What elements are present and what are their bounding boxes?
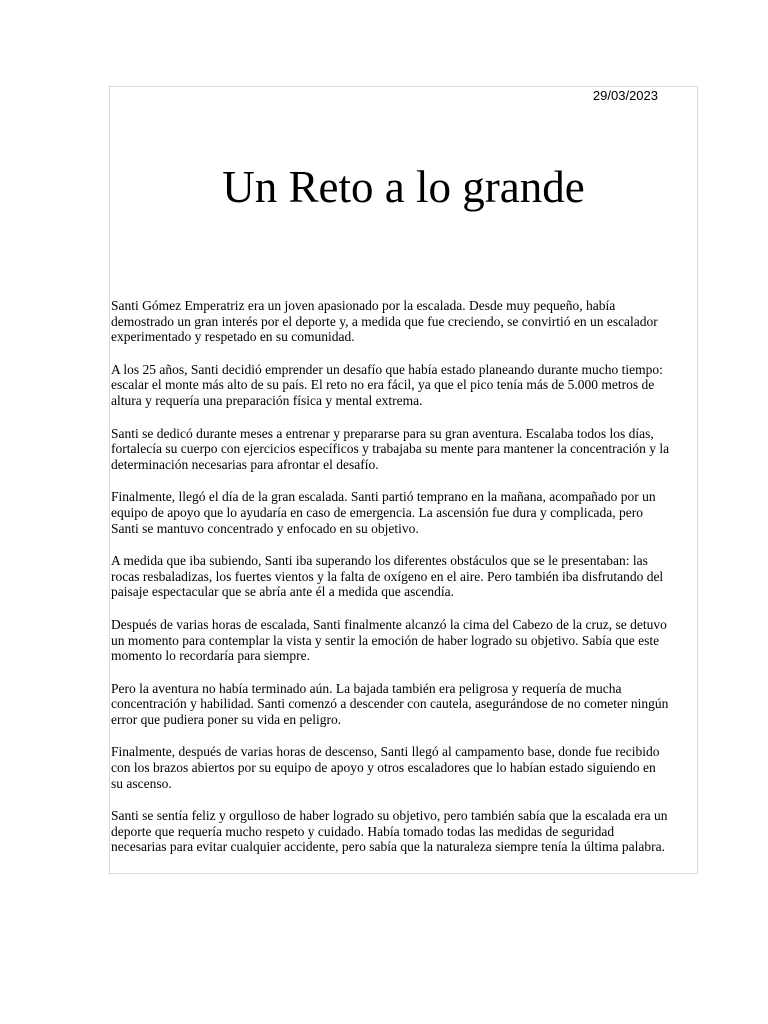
document-title: Un Reto a lo grande [222,162,585,212]
paragraph: Santi se sentía feliz y orgulloso de haber logrado su objetivo, pero también sabía que la escalada era un deporte que requería mucho respeto y cuidado. Había tomado todas las medidas de seguridad necesarias para evitar cualquier accidente, pero sabía que la naturaleza siempre tenía la última palabra. [111,808,668,855]
paragraph: Santi Gómez Emperatriz era un joven apasionado por la escalada. Desde muy pequeño, había demostrado un gran interés por el deporte y, a medida que fue creciendo, se convirtió en un escalador experimentado y respetado en su comunidad. [111,298,658,345]
document-page [109,86,698,874]
paragraph: Finalmente, llegó el día de la gran escalada. Santi partió temprano en la mañana, acompañado por un equipo de apoyo que lo ayudaría en caso de emergencia. La ascensión fue dura y complicada, pero Santi se mantuvo concentrado y enfocado en su objetivo. [111,489,656,536]
paragraph: A medida que iba subiendo, Santi iba superando los diferentes obstáculos que se le presentaban: las rocas resbaladizas, los fuertes vientos y la falta de oxígeno en el aire. Pero también iba disfrutando del paisaje espectacular que se abría ante él a medida que ascendía. [111,553,664,600]
paragraph: Después de varias horas de escalada, Santi finalmente alcanzó la cima del Cabezo de la cruz, se detuvo un momento para contemplar la vista y sentir la emoción de haber logrado su objetivo. Sabía que este momento lo recordaría para siempre. [111,616,667,664]
document-date: 29/03/2023 [592,88,658,103]
paragraph: Finalmente, después de varias horas de descenso, Santi llegó al campamento base, donde fue recibido con los brazos abiertos por su equipo de apoyo y otros escaladores que lo habían estado siguiendo en su ascenso. [111,744,660,791]
paragraph: Santi se dedicó durante meses a entrenar y prepararse para su gran aventura. Escalaba todos los días, fortalecía su cuerpo con ejercicios específicos y trabajaba su mente para mantener la concentración y la determinación necesarias para afrontar el desafío. [111,425,670,472]
paragraph: A los 25 años, Santi decidió emprender un desafío que había estado planeando durante mucho tiempo: escalar el monte más alto de su país. El reto no era fácil, ya que el pico tenía más de 5.000 metros de altura y requería una preparación física y mental extrema. [111,361,663,408]
paragraph: Pero la aventura no había terminado aún. La bajada también era peligrosa y requería de mucha concentración y habilidad. Santi comenzó a descender con cautela, asegurándose de no cometer ningún error que pudiera poner su vida en peligro. [111,680,669,727]
document-body [111,298,671,872]
